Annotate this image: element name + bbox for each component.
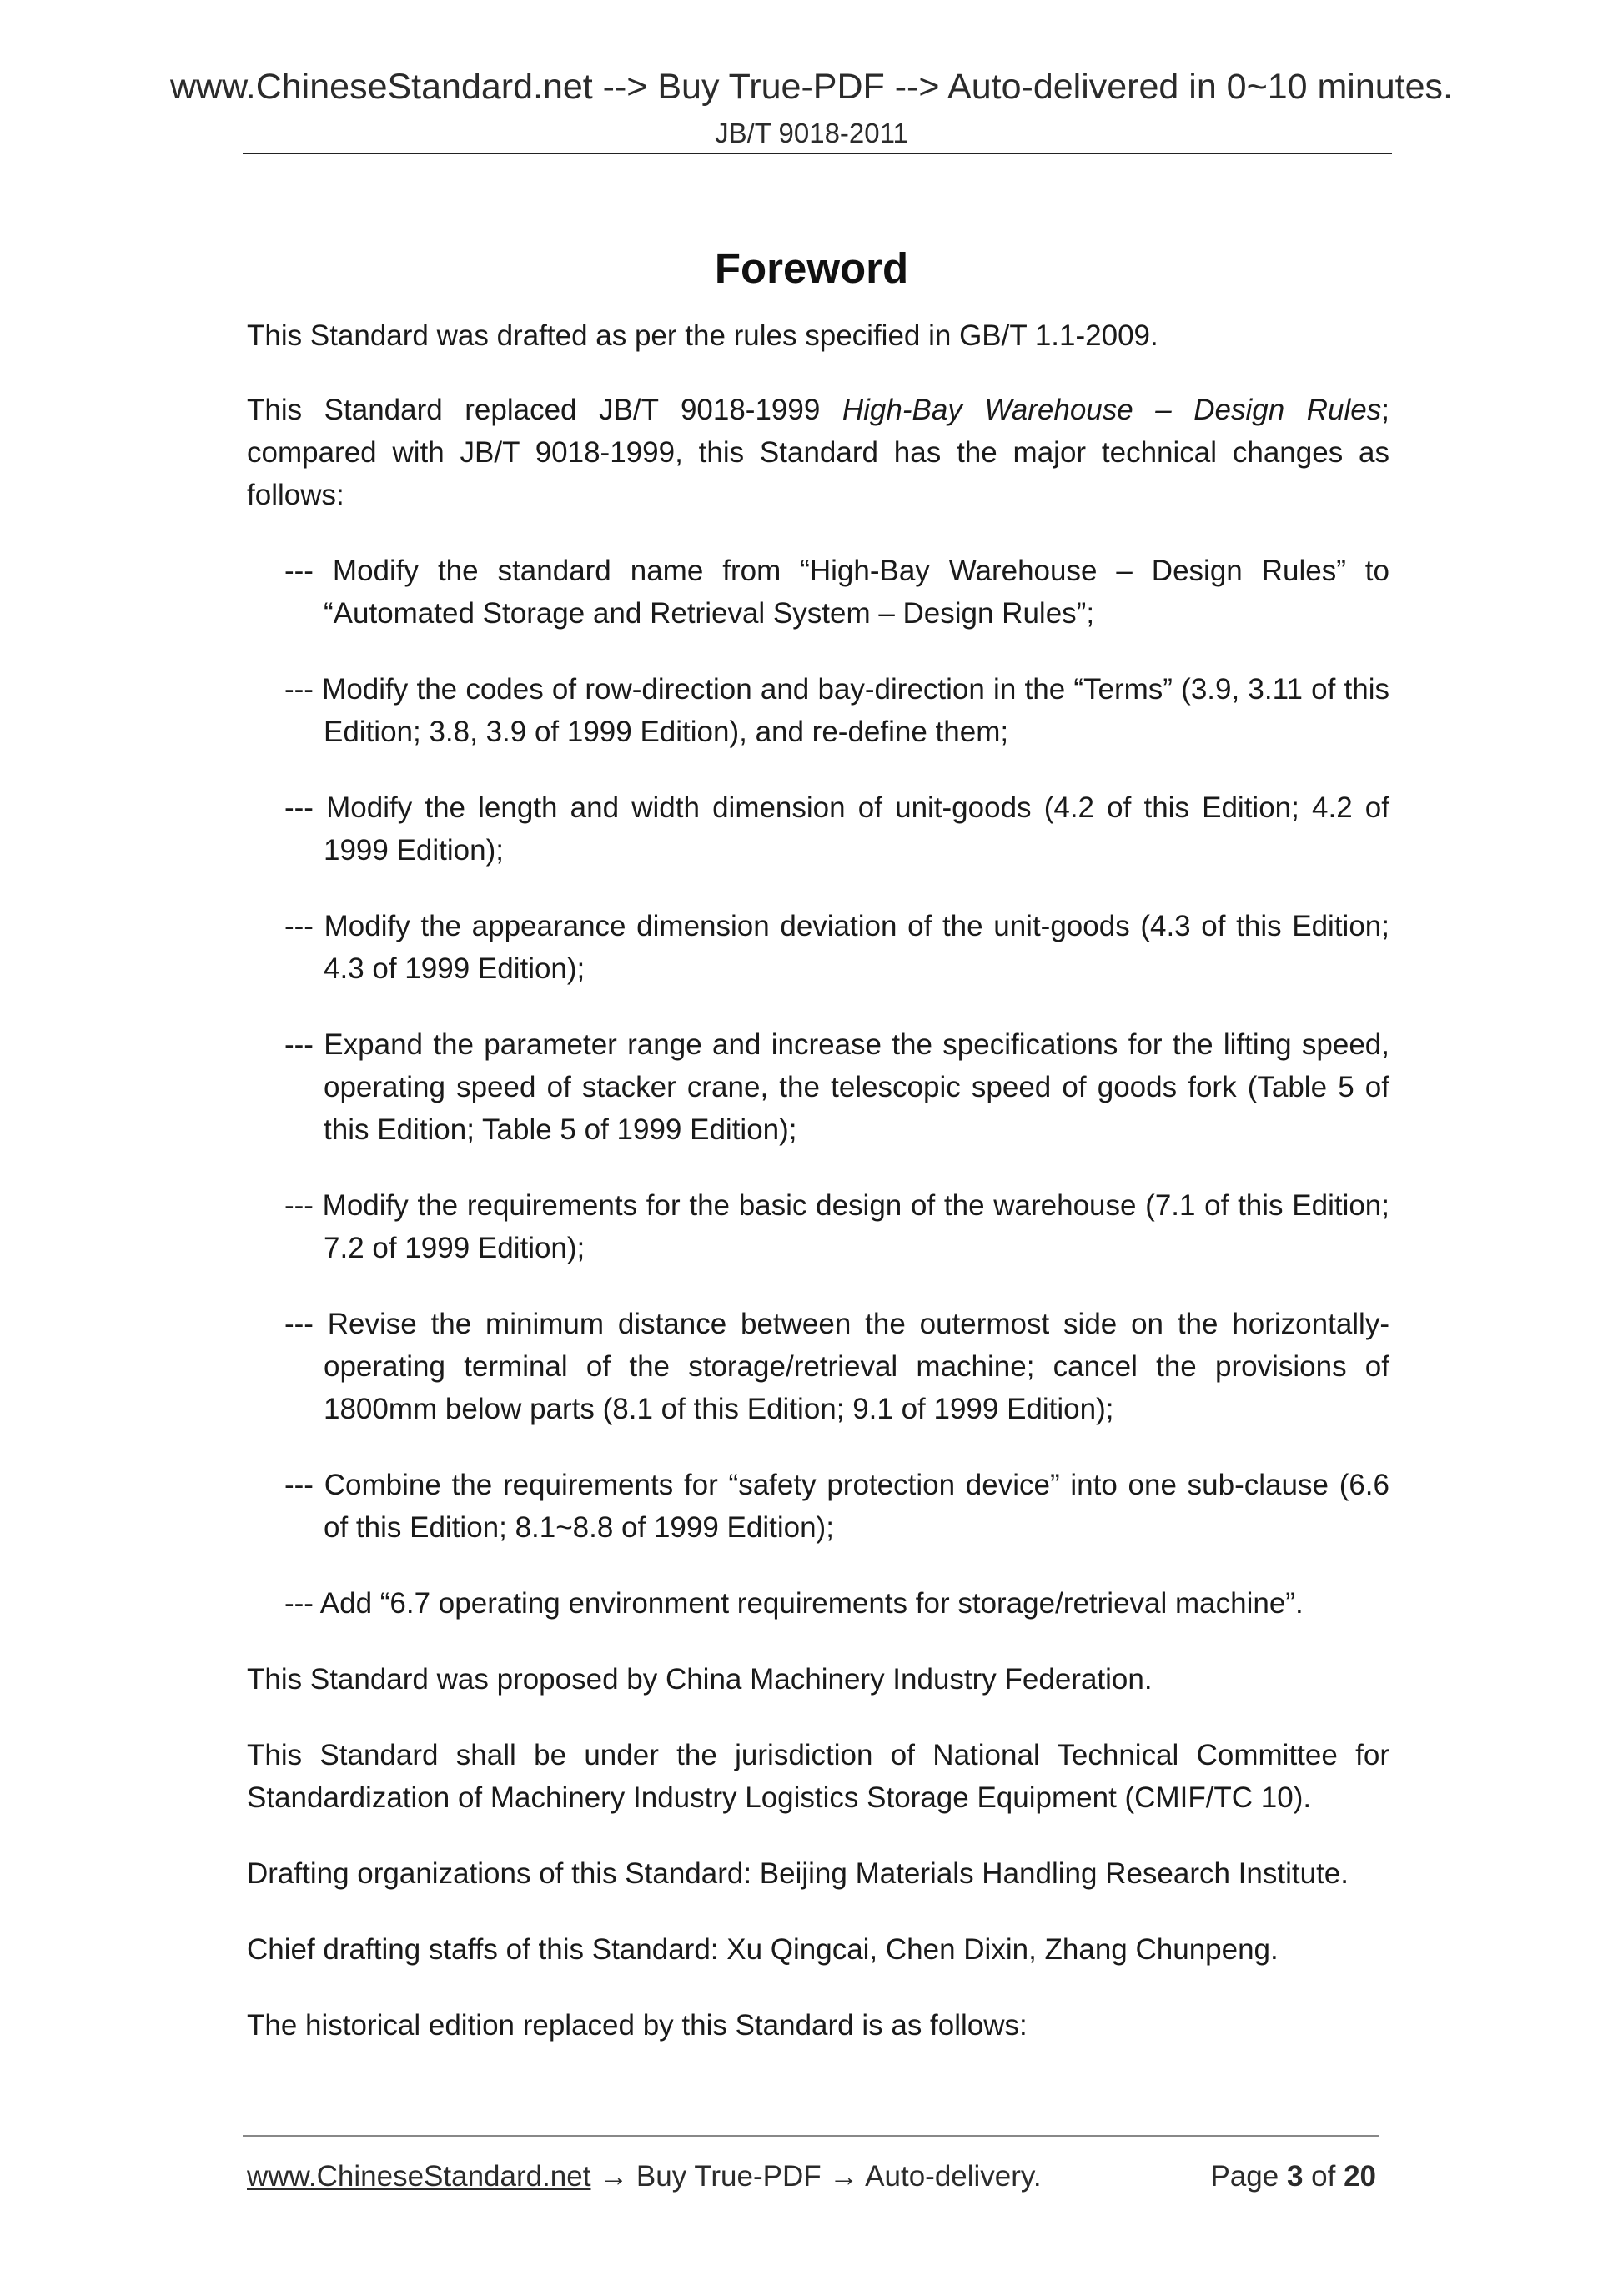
header-banner: www.ChineseStandard.net --> Buy True-PDF --> Auto-delivered in 0~10 minutes. xyxy=(169,67,1453,107)
current-page: 3 xyxy=(1286,2160,1304,2193)
jurisdiction-paragraph: This Standard shall be under the jurisdiction of National Technical Committee for Standardization of Machinery Industry Logistics Storage Equipment (CMIF/TC 10). xyxy=(247,1739,1389,1814)
header-divider xyxy=(243,153,1392,154)
replacement-text-end: ; compared with JB/T 9018-1999, this Standard has the major technical changes as follows: xyxy=(247,394,1389,511)
footer-delivery-text: → Buy True-PDF → Auto-delivery. xyxy=(590,2160,1042,2193)
page-title: Foreword xyxy=(714,244,909,293)
replacement-paragraph xyxy=(247,389,1389,516)
footer-delivery-note xyxy=(247,2158,1042,2195)
list-item: --- Add “6.7 operating environment requirements for storage/retrieval machine”. xyxy=(284,1587,1304,1620)
list-item: --- Modify the requirements for the basic design of the warehouse (7.1 of this Edition; 7.2 of 1999 Edition); xyxy=(284,1189,1389,1264)
list-item: --- Combine the requirements for “safety protection device” into one sub-clause (6.6 of this Edition; 8.1~8.8 of 1999 Edition); xyxy=(284,1469,1389,1544)
page-of: of xyxy=(1303,2160,1344,2193)
replacement-text-start: This Standard replaced JB/T 9018-1999 xyxy=(247,394,842,426)
list-item: --- Modify the length and width dimension of unit-goods (4.2 of this Edition; 4.2 of 1999 Edition); xyxy=(284,791,1389,867)
list-item: --- Modify the standard name from “High-Bay Warehouse – Design Rules” to “Automated Storage and Retrieval System – Design Rules”; xyxy=(284,555,1389,630)
page-number xyxy=(1210,2158,1376,2195)
page-prefix: Page xyxy=(1210,2160,1287,2193)
list-item: --- Revise the minimum distance between the outermost side on the horizontally-operating terminal of the storage/retrieval machine; cancel the provisions of 1800mm below parts (8.1 of this Edition; 9.1 of 1999 Edition); xyxy=(284,1308,1389,1425)
replaced-standard-title: High-Bay Warehouse – Design Rules xyxy=(842,394,1382,426)
drafting-organizations-paragraph: Drafting organizations of this Standard: Beijing Materials Handling Research Institute. xyxy=(247,1857,1349,1890)
drafting-staff-paragraph: Chief drafting staffs of this Standard: Xu Qingcai, Chen Dixin, Zhang Chunpeng. xyxy=(247,1933,1279,1966)
document-code: JB/T 9018-2011 xyxy=(715,118,908,148)
technical-changes-list xyxy=(247,550,1389,1625)
list-item: --- Expand the parameter range and increase the specifications for the lifting speed, operating speed of stacker crane, the telescopic speed of goods fork (Table 5 of this Edition; Table 5 of 1999 Edition); xyxy=(284,1028,1389,1146)
footer-site-link[interactable]: www.ChineseStandard.net xyxy=(247,2160,591,2193)
foreword-body xyxy=(247,314,1389,2080)
total-pages: 20 xyxy=(1344,2160,1376,2193)
drafting-rules-paragraph: This Standard was drafted as per the rules specified in GB/T 1.1-2009. xyxy=(247,319,1158,352)
list-item: --- Modify the codes of row-direction and bay-direction in the “Terms” (3.9, 3.11 of this Edition; 3.8, 3.9 of 1999 Edition), and re-define them; xyxy=(284,673,1389,748)
footer-divider xyxy=(243,2135,1379,2137)
proposed-by-paragraph: This Standard was proposed by China Machinery Industry Federation. xyxy=(247,1663,1153,1696)
historical-edition-paragraph: The historical edition replaced by this Standard is as follows: xyxy=(247,2009,1028,2042)
list-item: --- Modify the appearance dimension deviation of the unit-goods (4.3 of this Edition; 4.3 of 1999 Edition); xyxy=(284,910,1389,985)
